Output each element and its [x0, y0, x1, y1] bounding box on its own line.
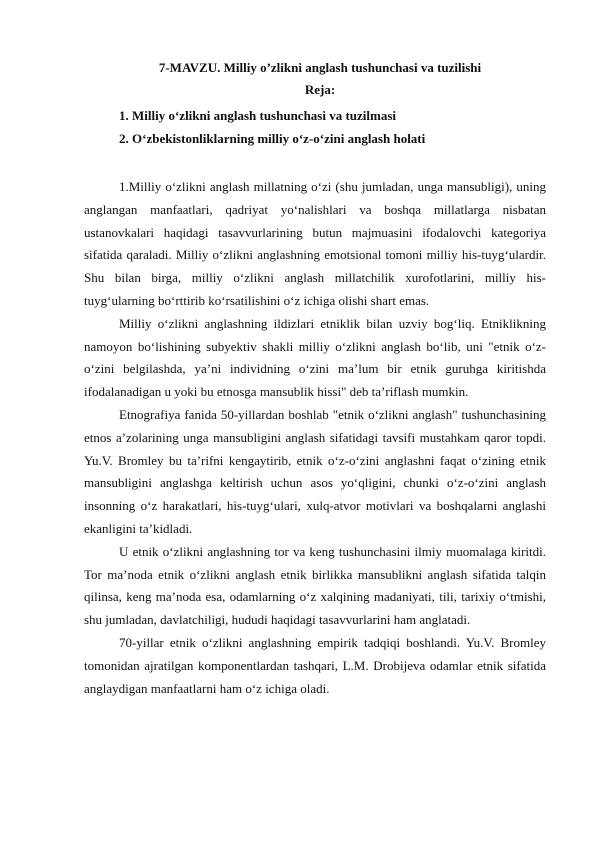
paragraph-4: U etnik o‘zlikni anglashning tor va keng tushunchasini ilmiy muomalaga kiritdi. Tor ma’noda etnik o‘zlikni anglash etnik birlikka mansublikni anglash sifatida talqin qilinsa, keng ma’noda esa, odamlarning o‘z xalqining madaniyati, tili, tarixiy o‘tmishi, shu jumladan, davlatchiligi, hududi haqidagi tasavvurlarini ham anglatadi.	[84, 543, 546, 628]
plan-item-2: 2. O‘zbekistonliklarning milliy o‘z-o‘zini anglash holati	[119, 131, 426, 146]
document-title: 7-MAVZU. Milliy o’zlikni anglash tushunchasi va tuzilishi	[158, 60, 482, 75]
plan-list	[119, 104, 425, 150]
paragraph-3: Etnografiya fanida 50-yillardan boshlab "etnik o‘zlikni anglash" tushunchasining etnos a’zolarining unga mansubligini anglash sifatidagi tavsifi mustahkam qaror topdi. Yu.V. Bromley bu ta’rifni kengaytirib, etnik o‘z-o‘zini anglashni faqat o‘zining etnik mansubligini anglashga keltirish uchun asos yo‘qligini, chunki o‘z-o‘zini anglash insonning o‘z harakatlari, his-tuyg‘ulari, xulq-atvor motivlari va boshqalarni anglashi ekanligini ta’kidladi.	[84, 406, 546, 536]
body-text	[84, 176, 546, 700]
plan-item-1: 1. Milliy o‘zlikni anglash tushunchasi va tuzilmasi	[119, 108, 397, 123]
paragraph-5: 70-yillar etnik o‘zlikni anglashning empirik tadqiqi boshlandi. Yu.V. Bromley tomonidan ajratilgan komponentlardan tashqari, L.M. Drobijeva odamlar etnik sifatida anglaydigan manfaatlarni ham o‘z ichiga oladi.	[84, 634, 546, 696]
plan-heading: Reja:	[304, 82, 336, 97]
paragraph-2: Milliy o‘zlikni anglashning ildizlari etniklik bilan uzviy bog‘liq. Etniklikning namoyon bo‘lishining subyektiv shakli milliy o‘zlikni anglash bo‘lib, uni "etnik o‘z-o‘zini belgilashda, ya’ni individning o‘zini ma’lum bir etnik guruhga kiritishda ifodalanadigan u yoki bu etnosga mansublik hissi" deb ta’riflash mumkin.	[84, 315, 546, 400]
paragraph-1: 1.Milliy o‘zlikni anglash millatning o‘zi (shu jumladan, unga mansubligi), uning anglangan manfaatlari, qadriyat yo‘nalishlari va boshqa millatlarga nisbatan ustanovkalari haqidagi tasavvurlarining butun majmuasini ifodalovchi kategoriya sifatida qaraladi. Milliy o‘zlikni anglashning emotsional tomoni milliy his-tuyg‘ulardir. Shu bilan birga, milliy o‘zlikni anglash millatchilik xurofotlarini, milliy his-tuyg‘ularning bo‘rttirib ko‘rsatilishini o‘z ichiga olishi shart emas.	[84, 179, 546, 308]
